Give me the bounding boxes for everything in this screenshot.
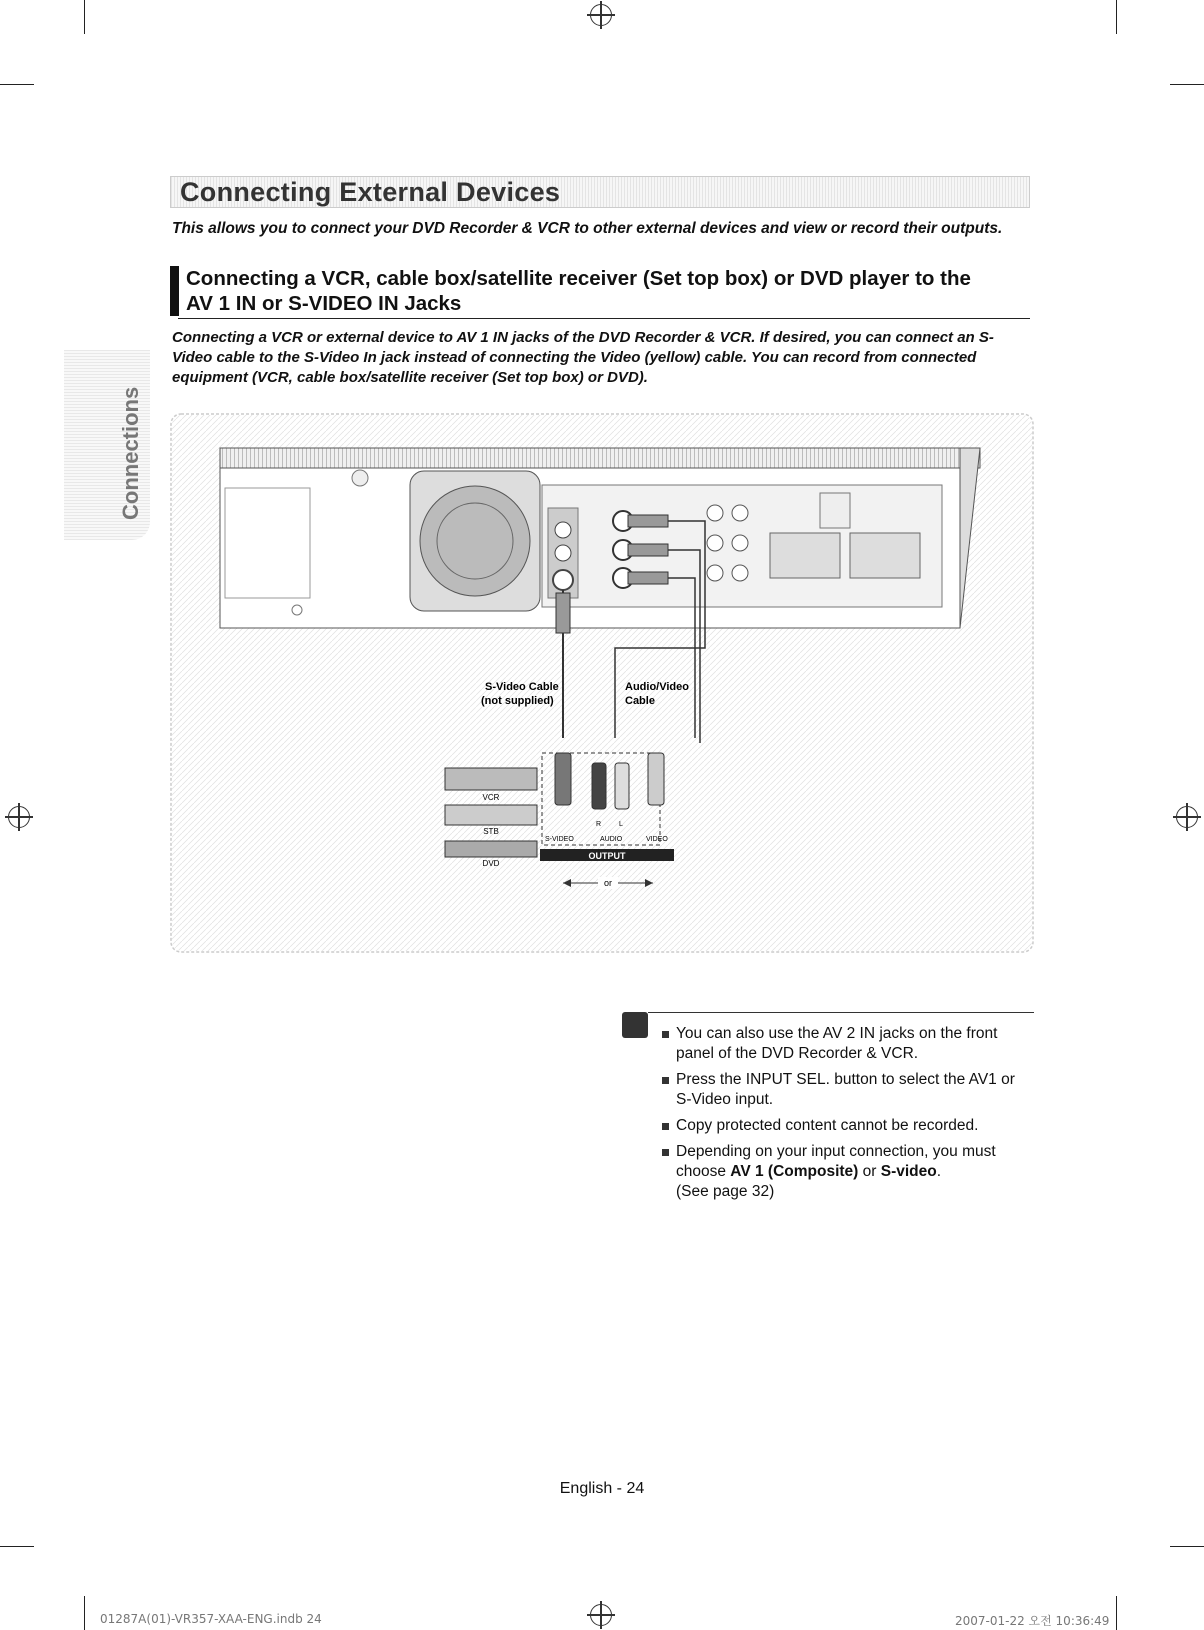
jack-audio-label: AUDIO (600, 836, 623, 843)
svideo-cable-note: (not supplied) (481, 695, 554, 707)
device-vcr-label: VCR (482, 793, 500, 802)
output-label: OUTPUT (588, 851, 626, 861)
registration-mark-top (590, 4, 612, 26)
connection-diagram (170, 413, 1034, 953)
slug-right: 2007-01-22 오전 10:36:49 (955, 1614, 1110, 1628)
subsection-marker (170, 266, 179, 316)
list-item: Press the INPUT SEL. button to select the AV1 or S-Video input. (662, 1070, 1032, 1110)
jack-video-label: VIDEO (646, 836, 668, 843)
intro-text: This allows you to connect your DVD Recorder & VCR to other external devices and view or record their outputs. (172, 220, 1003, 237)
jack-l-label: L (619, 821, 623, 828)
subsection-rule (178, 318, 1030, 319)
side-tab-label: Connections (118, 386, 143, 520)
device-stb-label: STB (483, 827, 499, 836)
notes-list (662, 1024, 1032, 1208)
slug-left: 01287A(01)-VR357-XAA-ENG.indb 24 (100, 1612, 322, 1626)
svideo-cable-label: S-Video Cable (485, 681, 559, 693)
subsection-title: Connecting a VCR, cable box/satellite receiver (Set top box) or DVD player to the AV 1 IN or S-VIDEO IN Jacks (186, 267, 971, 315)
jack-svideo-label: S-VIDEO (545, 836, 574, 843)
subsection-description: Connecting a VCR or external device to AV 1 IN jacks of the DVD Recorder & VCR. If desired, you can connect an S-Video cable to the S-Video In jack instead of connecting the Video (yellow) cable. You can record from connected equipment (VCR, cable box/satellite receiver (Set top box) or DVD). (172, 329, 994, 386)
list-item: You can also use the AV 2 IN jacks on the front panel of the DVD Recorder & VCR. (662, 1024, 1032, 1064)
section-title: Connecting External Devices (180, 177, 561, 207)
registration-mark-left (8, 806, 30, 828)
note-icon (622, 1012, 648, 1038)
av-cable-label: Audio/Video (625, 681, 689, 693)
device-dvd-label: DVD (482, 859, 500, 868)
registration-mark-right (1176, 806, 1198, 828)
jack-r-label: R (596, 821, 602, 828)
page-number: English - 24 (559, 1480, 645, 1497)
list-item: Copy protected content cannot be recorded. (662, 1116, 1032, 1136)
registration-mark-bottom (590, 1604, 612, 1626)
av-cable-label-2: Cable (625, 695, 655, 707)
note-rule (648, 1012, 1034, 1013)
list-item: Depending on your input connection, you must choose AV 1 (Composite) or S-video. (See page 32) (662, 1142, 1032, 1202)
or-label: or (603, 878, 613, 888)
